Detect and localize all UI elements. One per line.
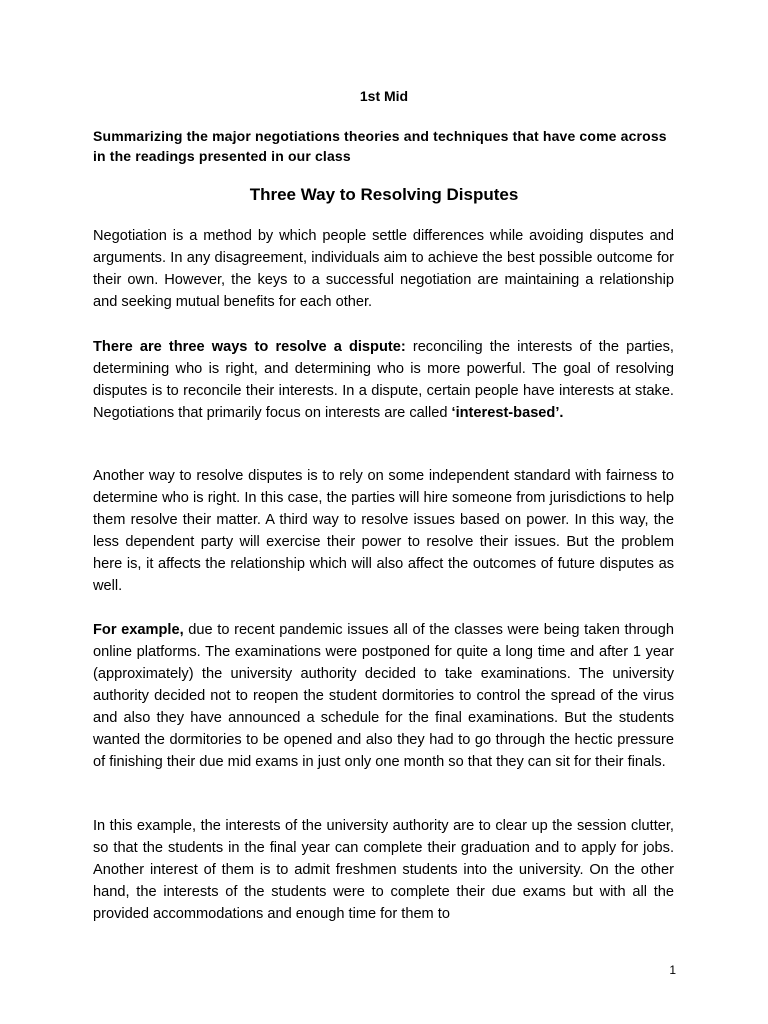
paragraph-lead-bold: For example,: [93, 622, 184, 638]
paragraph-interests: [93, 815, 674, 925]
paragraph-introduction: [93, 225, 674, 313]
paragraph-text: due to recent pandemic issues all of the classes were being taken through online platforms. The examinations were postponed for quite a long time and after 1 year (approximately) the university authority decided to take examinations. The university authority decided not to reopen the student dormitories to control the spread of the virus and also they have announced a schedule for the final examinations. But the students wanted the dormitories to be opened and also they had to go through the hectic pressure of finishing their due mid exams in just only one month so that they can sit for their finals.: [93, 622, 674, 770]
page-number: 1: [669, 963, 676, 977]
paragraph-text: reconciling the interests of the parties, determining who is right, and determining who is more powerful. The goal of resolving disputes is to reconcile their interests. In a dispute, certain people have interests at stake. Negotiations that primarily focus on interests are called: [93, 339, 674, 421]
paragraph-text: Negotiation is a method by which people settle differences while avoiding disputes and arguments. In any disagreement, individuals aim to achieve the best possible outcome for their own. However, the keys to a successful negotiation are maintaining a relationship and seeking mutual benefits for each other.: [93, 228, 674, 310]
interest-based-term: ‘interest-based’.: [451, 405, 564, 421]
paragraph-example: [93, 619, 674, 773]
paragraph-text: Another way to resolve disputes is to rely on some independent standard with fairness to determine who is right. In this case, the parties will hire someone from jurisdictions to help them resolve their matter. A third way to resolve issues based on power. In this way, the less dependent party will exercise their power to resolve their issues. But the problem here is, it affects the relationship which will also affect the outcomes of future disputes as well.: [93, 468, 674, 594]
paragraph-three-ways: [93, 336, 674, 424]
document-heading: Three Way to Resolving Disputes: [249, 185, 519, 204]
paragraph-text: In this example, the interests of the university authority are to clear up the session clutter, so that the students in the final year can complete their graduation and to apply for jobs. Another interest of them is to admit freshmen students into the university. On the other hand, the interests of the students were to complete their due exams but with all the provided accommodations and enough time for them to: [93, 818, 674, 922]
exam-label: 1st Mid: [359, 88, 409, 104]
paragraph-lead-bold: There are three ways to resolve a dispute:: [93, 339, 406, 355]
assignment-subtitle: Summarizing the major negotiations theories and techniques that have come across in the readings presented in our class: [93, 128, 667, 164]
paragraph-other-ways: [93, 465, 674, 597]
